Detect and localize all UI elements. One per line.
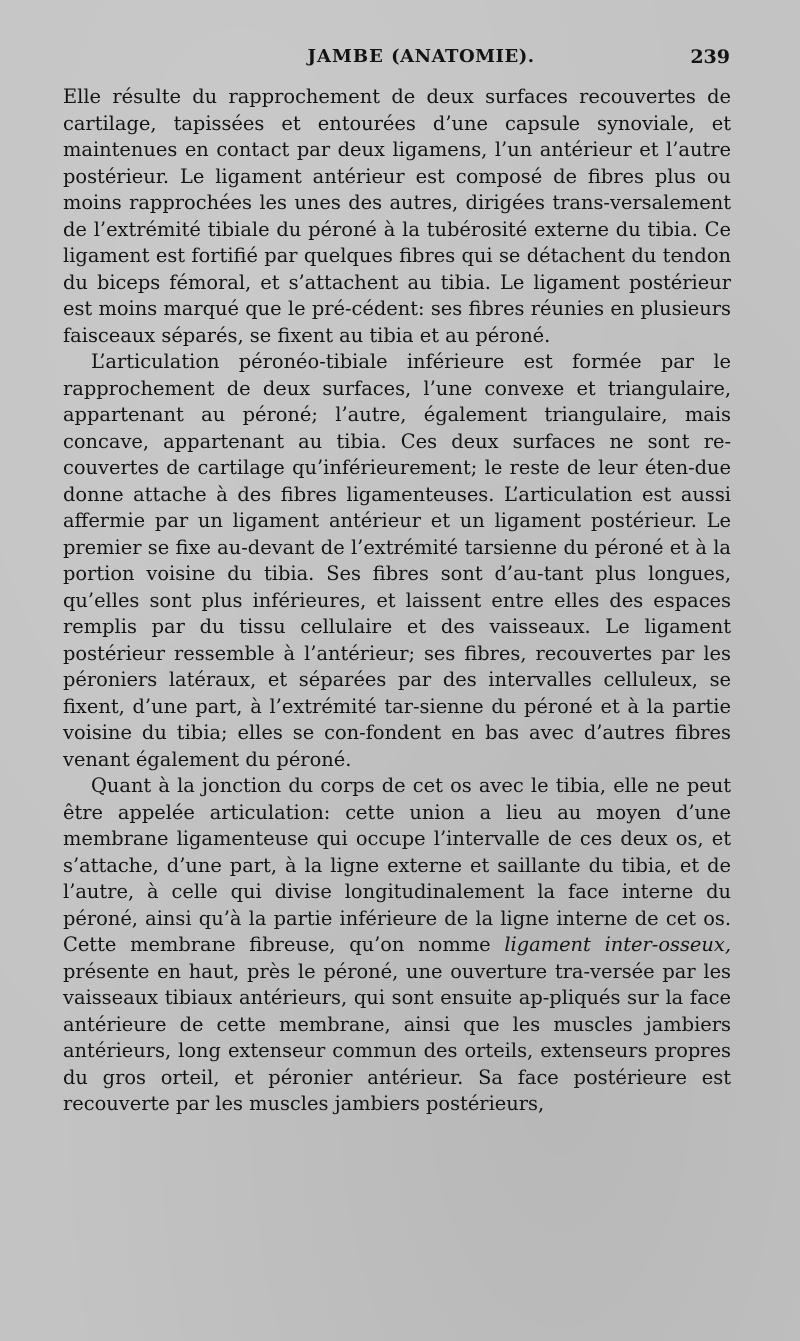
page-number: 239 [690, 46, 730, 68]
paragraph-3-part-2: présente en haut, près le péroné, une ouverture tra-versée par les vaisseaux tibiaux antérieurs, qui sont ensuite ap-pliqués sur la face antérieure de cette membrane, ainsi que les muscles jambiers antérieurs, long extenseur commun des orteils, extenseurs propres du gros orteil, et péronier antérieur. Sa face postérieure est recouverte par les muscles jambiers postérieurs, [63, 959, 731, 1115]
paragraph-3-italic-term: ligament inter-osseux, [504, 933, 731, 956]
running-head-subtitle: (ANATOMIE). [391, 46, 535, 67]
body-text [63, 84, 731, 1118]
paragraph-2: L’articulation péronéo-tibiale inférieure est formée par le rapprochement de deux surfaces, l’une convexe et triangulaire, appartenant au péroné; l’autre, également triangulaire, mais concave, appartenant au tibia. Ces deux surfaces ne sont re-couvertes de cartilage qu’inférieurement; le reste de leur éten-due donne attache à des fibres ligamenteuses. L’articulation est aussi affermie par un ligament antérieur et un ligament postérieur. Le premier se fixe au-devant de l’extrémité tarsienne du péroné et à la portion voisine du tibia. Ses fibres sont d’au-tant plus longues, qu’elles sont plus inférieures, et laissent entre elles des espaces remplis par du tissu cellulaire et des vaisseaux. Le ligament postérieur ressemble à l’antérieur; ses fibres, recouvertes par les péroniers latéraux, et séparées par des intervalles celluleux, se fixent, d’une part, à l’extrémité tar-sienne du péroné et à la partie voisine du tibia; elles se con-fondent en bas avec d’autres fibres venant également du péroné. [63, 350, 731, 771]
paragraph-1: Elle résulte du rapprochement de deux surfaces recouvertes de cartilage, tapissées et entourées d’une capsule synoviale, et maintenues en contact par deux ligamens, l’un antérieur et l’autre postérieur. Le ligament antérieur est composé de fibres plus ou moins rapprochées les unes des autres, dirigées trans-versalement de l’extrémité tibiale du péroné à la tubérosité externe du tibia. Ce ligament est fortifié par quelques fibres qui se détachent du tendon du biceps fémoral, et s’attachent au tibia. Le ligament postérieur est moins marqué que le pré-cédent: ses fibres réunies en plusieurs faisceaux séparés, se fixent au tibia et au péroné. [63, 85, 731, 347]
paragraph-3 [63, 773, 731, 1118]
running-head-title: JAMBE [307, 46, 384, 67]
page-header [64, 46, 734, 76]
paragraph-3-part-1: Quant à la jonction du corps de cet os avec le tibia, elle ne peut être appelée articulation: cette union a lieu au moyen d’une membrane ligamenteuse qui occupe l’intervalle de ces deux os, et s’attache, d’une part, à la ligne externe et saillante du tibia, et de l’autre, à celle qui divise longitudinalement la face interne du péroné, ainsi qu’à la partie inférieure de la ligne interne de cet os. Cette membrane fibreuse, qu’on nomme [63, 774, 731, 956]
running-head [64, 46, 734, 67]
